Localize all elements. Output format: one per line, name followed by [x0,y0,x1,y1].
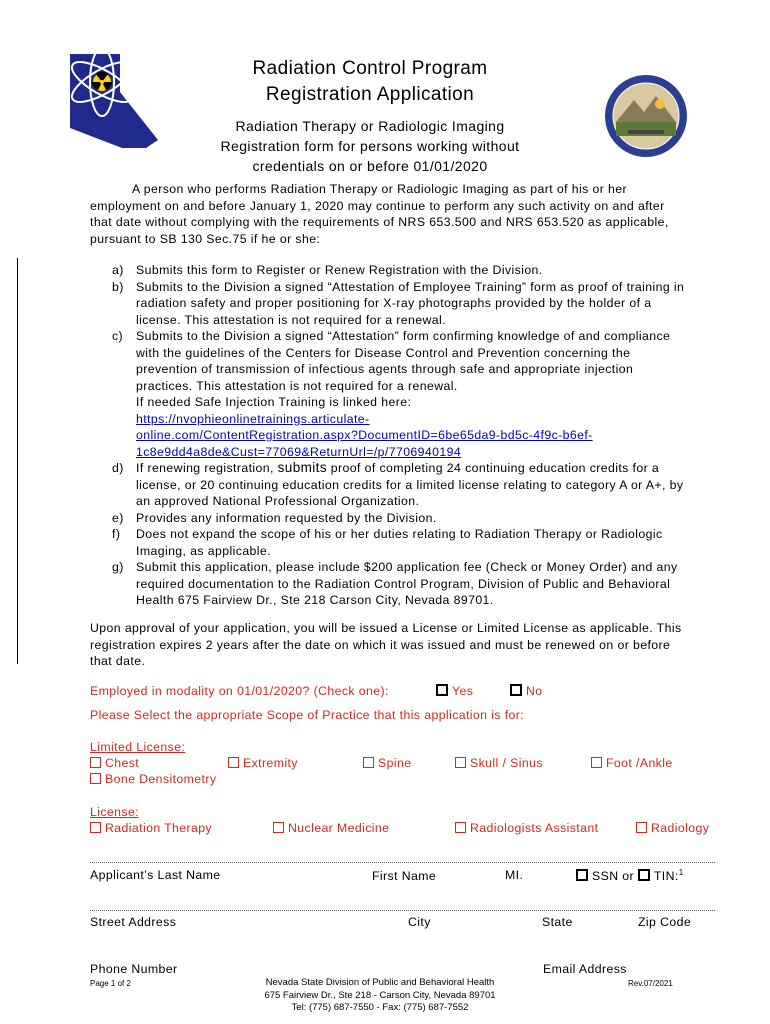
name-fields-line[interactable] [90,862,715,863]
no-checkbox[interactable] [510,684,522,696]
list-item: b) Submits to the Division a signed “Attestation of Employee Training” form as proof of training in radiation safety and proper positioning for X-ray photographs provided by the holder of a license. This attestation is not required for a renewal. [112,279,685,327]
limited-license-heading: Limited License: [90,740,186,754]
change-bar [17,258,18,664]
radiation-program-logo [62,48,162,150]
list-item: e) Provides any information requested by the Division. [112,510,437,525]
ssn-checkbox[interactable] [576,869,588,881]
approval-paragraph: Upon approval of your application, you will be issued a License or Limited License as applicable. This registration expires 2 years after the date on which it was issued and must be renewed on or before that date. [90,621,682,668]
therapy-checkbox[interactable] [90,822,101,833]
radiology-checkbox[interactable] [636,822,647,833]
city-label: City [408,915,431,929]
license-therapy-option[interactable]: Radiation Therapy [90,821,212,835]
link-intro: If needed Safe Injection Training is linked here: [136,395,412,409]
revision-date: Rev.07/2021 [628,979,673,988]
intro-paragraph [90,181,690,247]
license-heading: License: [90,805,140,819]
list-item: c) Submits to the Division a signed “Attestation” form confirming knowledge of and compliance with the guidelines of the Centers for Disease Control and Prevention concerning the prevention of transmission of infectious agents through safe and appropriate injection practices. This attestation is not required for a renewal. If needed Safe Injection Training is linked here: https://nvophieonlinetrainings.articulate- online.com/ContentRegistration.aspx?DocumentID=6be65da9-bd5c-4f9c-b6ef- 1c8e9dd4a8de&Cust=77069&ReturnUrl=/p/7706940194 [112,329,671,459]
phone-label: Phone Number [90,962,178,976]
page-title: Radiation Control Program [252,58,488,79]
title-block [165,56,575,176]
limited-skull-option[interactable]: Skull / Sinus [455,756,543,770]
license-assistant-option[interactable]: Radiologists Assistant [455,821,598,835]
employed-no-option[interactable]: No [510,684,543,698]
first-name-label: First Name [372,869,437,883]
skull-checkbox[interactable] [455,757,466,768]
footer-address: Nevada State Division of Public and Behavioral Health 675 Fairview Dr., Ste 218 - Carson City, Nevada 89701 Tel: (775) 687-7550 - Fax: (775) 687-7552 [264,977,496,1013]
requirements-list [90,262,690,609]
tin-checkbox[interactable] [638,869,650,881]
last-name-label: Applicant’s Last Name [90,868,221,882]
safe-injection-link[interactable]: https://nvophieonlinetrainings.articulate- online.com/ContentRegistration.aspx?DocumentID=6be65da9-bd5c-4f9c-b6ef- 1c8e9dd4a8de&Cust=77069&ReturnUrl=/p/7706940194 [136,411,593,459]
limited-foot-option[interactable]: Foot /Ankle [591,756,673,770]
spine-checkbox[interactable] [363,757,374,768]
subtitle-line1: Radiation Therapy or Radiologic Imaging [235,118,505,134]
list-item: d) If renewing registration, submits proof of completing 24 continuing education credits for a license, or 20 continuing education credits for a limited license relating to category A or A+, by an approved National Professional Organization. [112,460,684,508]
limited-spine-option[interactable]: Spine [363,756,411,770]
yes-checkbox[interactable] [436,684,448,696]
license-nuclear-option[interactable]: Nuclear Medicine [273,821,389,835]
limited-extremity-option[interactable]: Extremity [228,756,298,770]
intro-text: A person who performs Radiation Therapy or Radiologic Imaging as part of his or her employment on and before January 1, 2020 may continue to perform any such activity on and after that date without complying with the requirements of NRS 653.500 and NRS 653.520 as applicable, pursuant to SB 130 Sec.75 if he or she: [90,182,669,246]
nevada-state-seal [604,74,688,158]
page-title-line2: Registration Application [265,84,475,105]
employed-yes-option[interactable]: Yes [436,684,473,698]
employed-question: Employed in modality on 01/01/2020? (Check one): [90,684,389,698]
state-label: State [542,915,573,929]
email-label: Email Address [543,962,627,976]
scope-prompt: Please Select the appropriate Scope of Practice that this application is for: [90,708,525,722]
list-item: a) Submits this form to Register or Renew Registration with the Division. [112,263,543,277]
street-label: Street Address [90,915,177,929]
assistant-checkbox[interactable] [455,822,466,833]
mi-label: MI. [505,868,524,882]
address-fields-line[interactable] [90,910,715,911]
bone-checkbox[interactable] [90,773,101,784]
page-number: Page 1 of 2 [90,979,131,988]
chest-checkbox[interactable] [90,757,101,768]
limited-chest-option[interactable]: Chest [90,756,139,770]
zip-label: Zip Code [638,915,692,929]
limited-bone-option[interactable]: Bone Densitometry [90,772,216,786]
extremity-checkbox[interactable] [228,757,239,768]
subtitle-line3: credentials on or before 01/01/2020 [252,158,488,174]
license-radiology-option[interactable]: Radiology [636,821,709,835]
subtitle-line2: Registration form for persons working without [220,138,520,154]
list-item: f) Does not expand the scope of his or her duties relating to Radiation Therapy or Radiologic Imaging, as applicable. [112,527,663,558]
list-item: g) Submit this application, please include $200 application fee (Check or Money Order) and any required documentation to the Radiation Control Program, Division of Public and Behavioral Health 675 Fairview Dr., Ste 218 Carson City, Nevada 89701. [112,560,678,607]
foot-checkbox[interactable] [591,757,602,768]
nuclear-checkbox[interactable] [273,822,284,833]
ssn-tin-label: SSN or TIN:$^1$ [576,868,684,883]
